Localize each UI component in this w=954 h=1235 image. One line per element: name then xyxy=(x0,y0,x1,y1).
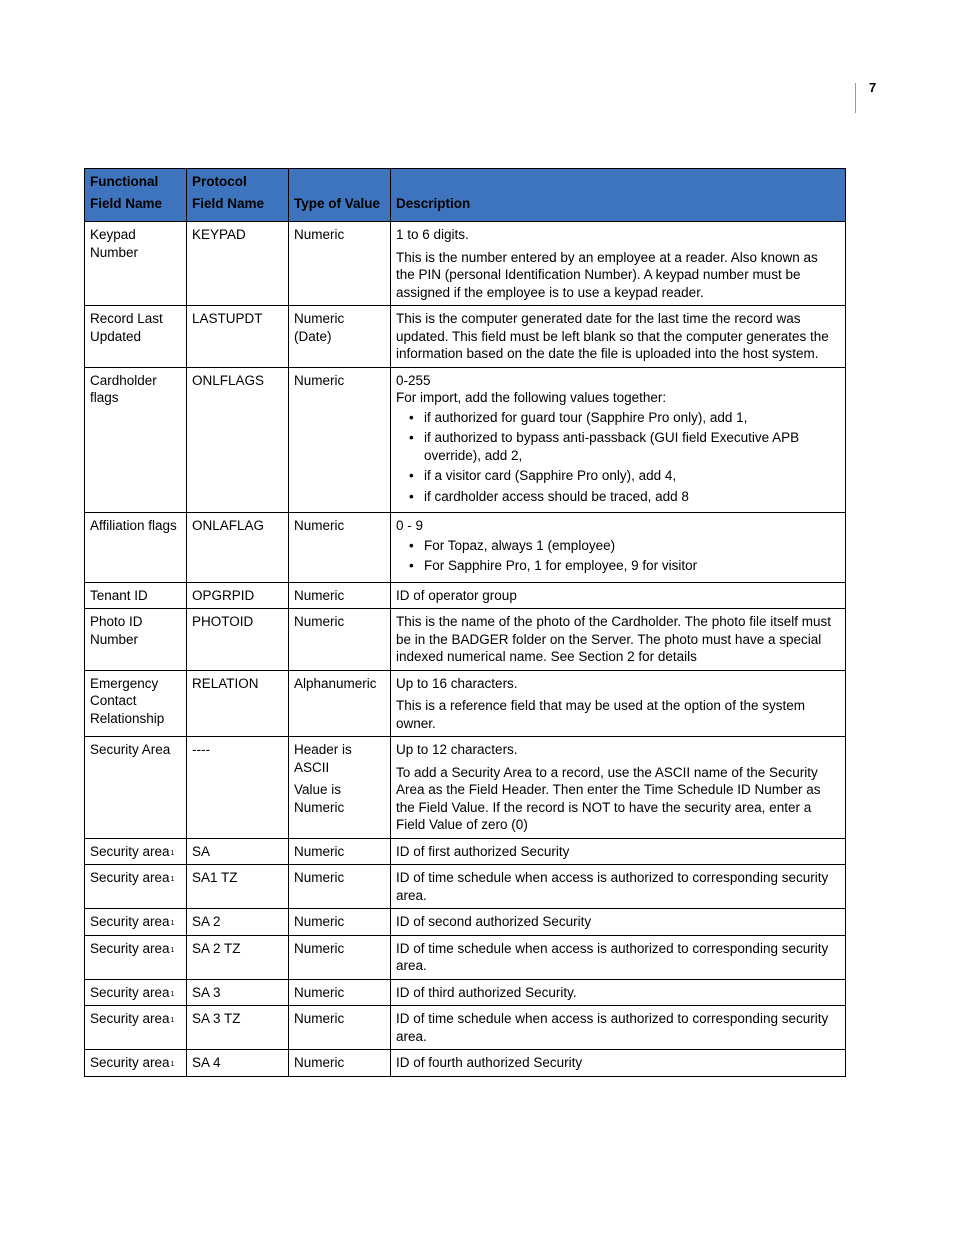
type-of-value-cell: Numeric xyxy=(289,909,391,936)
functional-field-name: Record Last Updated xyxy=(90,311,163,344)
header-type-of-value: Type of Value xyxy=(289,169,391,222)
protocol-field-name: SA 3 xyxy=(187,979,289,1006)
functional-field-name: Security area xyxy=(90,914,170,929)
protocol-field-name: KEYPAD xyxy=(187,222,289,306)
functional-field-name: Cardholder flags xyxy=(90,372,157,405)
description-paragraph: ID of third authorized Security. xyxy=(396,984,577,1000)
table-row xyxy=(85,979,846,1006)
footnote-marker: 1 xyxy=(170,1061,175,1068)
description-paragraph: This is the number entered by an employee at a reader. Also known as the PIN (personal Identification Number). A keypad number must be assigned if the employee is to use a keypad reader. xyxy=(396,249,818,300)
description-paragraph: ID of operator group xyxy=(396,587,517,603)
functional-field-name: Photo ID Number xyxy=(90,614,143,647)
description-cell xyxy=(391,513,846,583)
functional-field-name-cell xyxy=(85,306,187,368)
description-bullet-item: • if authorized to bypass anti-passback (GUI field Executive APB override), add 2, xyxy=(396,429,840,464)
type-of-value-cell: Numeric (Date) xyxy=(289,306,391,368)
footnote-marker: 1 xyxy=(170,920,175,927)
description-cell xyxy=(391,909,846,936)
description-bullet-item: • if authorized for guard tour (Sapphire Pro only), add 1, xyxy=(396,409,840,427)
description-paragraph: This is the name of the photo of the Cardholder. The photo file itself must be in the BADGER folder on the Server. The photo must have a special indexed numerical name. See Section 2 for details xyxy=(396,614,831,664)
header-text: Field Name xyxy=(90,196,163,211)
functional-field-name: Security area xyxy=(90,940,170,956)
table-row xyxy=(85,513,846,583)
functional-field-name-cell xyxy=(85,1006,187,1050)
type-of-value-cell xyxy=(289,737,391,839)
description-cell xyxy=(391,1006,846,1050)
description-bullet-item: • For Topaz, always 1 (employee) xyxy=(396,537,840,555)
description-paragraph: This is a reference field that may be used at the option of the system owner. xyxy=(396,698,805,731)
description-cell xyxy=(391,306,846,368)
description-cell xyxy=(391,737,846,839)
table-row xyxy=(85,222,846,306)
footnote-marker: 1 xyxy=(170,1017,175,1024)
functional-field-name: Emergency Contact Relationship xyxy=(90,675,165,726)
description-bullet-item: • if cardholder access should be traced, add 8 xyxy=(396,488,840,506)
protocol-field-name: ONLAFLAG xyxy=(187,513,289,583)
description-cell xyxy=(391,838,846,865)
header-description: Description xyxy=(391,169,846,222)
protocol-field-name: ONLFLAGS xyxy=(187,367,289,513)
table-row xyxy=(85,1050,846,1077)
protocol-field-name: SA1 TZ xyxy=(187,865,289,909)
description-paragraph: Up to 12 characters. xyxy=(396,742,518,757)
description-paragraph: 0 - 9 xyxy=(396,518,424,533)
description-bullet-list xyxy=(396,537,840,575)
functional-field-name-cell xyxy=(85,737,187,839)
functional-field-name-cell xyxy=(85,865,187,909)
functional-field-name: Security area xyxy=(90,870,170,885)
table-row xyxy=(85,609,846,671)
table-body xyxy=(85,222,846,1077)
description-cell xyxy=(391,979,846,1006)
protocol-field-name: SA 2 xyxy=(187,909,289,936)
footnote-marker: 1 xyxy=(170,990,175,998)
protocol-field-name: SA 2 TZ xyxy=(187,935,289,979)
type-of-value-cell: Numeric xyxy=(289,367,391,513)
description-paragraph: 0-255 xyxy=(396,372,431,388)
table-row xyxy=(85,737,846,839)
type-of-value-cell: Numeric xyxy=(289,513,391,583)
table-row xyxy=(85,935,846,979)
table-row xyxy=(85,306,846,368)
functional-field-name-cell xyxy=(85,979,187,1006)
type-of-value-cell: Numeric xyxy=(289,865,391,909)
functional-field-name-cell xyxy=(85,909,187,936)
description-paragraph: ID of second authorized Security xyxy=(396,914,592,929)
type-of-value-cell: Numeric xyxy=(289,838,391,865)
description-bullet-item: • if a visitor card (Sapphire Pro only), add 4, xyxy=(396,467,840,485)
description-paragraph: Up to 16 characters. xyxy=(396,675,518,691)
functional-field-name-cell xyxy=(85,513,187,583)
protocol-field-name: PHOTOID xyxy=(187,609,289,671)
type-of-value-cell: Numeric xyxy=(289,1050,391,1077)
protocol-field-name: OPGRPID xyxy=(187,582,289,609)
type-of-value-cell: Numeric xyxy=(289,582,391,609)
page-number-rule xyxy=(855,83,856,113)
description-cell xyxy=(391,1050,846,1077)
protocol-field-name: LASTUPDT xyxy=(187,306,289,368)
description-paragraph: This is the computer generated date for the last time the record was updated. This field must be left blank so that the computer generates the information based on the date the file is uploaded into the host system. xyxy=(396,311,829,361)
functional-field-name-cell xyxy=(85,838,187,865)
type-of-value-cell: Alphanumeric xyxy=(289,670,391,737)
table-row xyxy=(85,865,846,909)
functional-field-name: Security area xyxy=(90,1055,170,1070)
type-of-value: Header is ASCII xyxy=(294,742,352,775)
footnote-marker: 1 xyxy=(170,876,175,883)
description-bullet-list xyxy=(396,409,840,506)
functional-field-name: Affiliation flags xyxy=(90,518,177,533)
functional-field-name: Tenant ID xyxy=(90,587,148,603)
description-bullet-item: • For Sapphire Pro, 1 for employee, 9 for visitor xyxy=(396,557,840,575)
type-of-value-cell: Numeric xyxy=(289,979,391,1006)
functional-field-name-cell xyxy=(85,609,187,671)
functional-field-name-cell xyxy=(85,1050,187,1077)
type-of-value: Value is Numeric xyxy=(294,782,345,815)
protocol-field-name: ---- xyxy=(187,737,289,839)
description-cell xyxy=(391,935,846,979)
functional-field-name-cell xyxy=(85,582,187,609)
functional-field-name-cell xyxy=(85,367,187,513)
header-protocol-field-name xyxy=(187,169,289,222)
description-cell xyxy=(391,865,846,909)
description-cell xyxy=(391,582,846,609)
description-cell xyxy=(391,222,846,306)
header-row xyxy=(85,169,846,222)
functional-field-name: Security Area xyxy=(90,742,171,757)
functional-field-name-cell xyxy=(85,222,187,306)
table-row xyxy=(85,670,846,737)
description-cell xyxy=(391,670,846,737)
header-text: Field Name xyxy=(192,196,265,211)
header-text: Functional xyxy=(90,174,159,189)
functional-field-name: Security area xyxy=(90,1011,170,1026)
type-of-value-cell: Numeric xyxy=(289,609,391,671)
functional-field-name: Security area xyxy=(90,984,170,1000)
description-cell xyxy=(391,367,846,513)
description-paragraph: For import, add the following values together: xyxy=(396,390,667,405)
type-of-value-cell: Numeric xyxy=(289,935,391,979)
description-paragraph: ID of time schedule when access is authorized to corresponding security area. xyxy=(396,870,829,903)
table-row xyxy=(85,909,846,936)
description-paragraph: ID of fourth authorized Security xyxy=(396,1055,583,1070)
protocol-field-name: RELATION xyxy=(187,670,289,737)
type-of-value-cell: Numeric xyxy=(289,1006,391,1050)
description-paragraph: ID of time schedule when access is authorized to corresponding security area. xyxy=(396,940,829,973)
table-row xyxy=(85,838,846,865)
description-paragraph: 1 to 6 digits. xyxy=(396,227,469,242)
functional-field-name-cell xyxy=(85,670,187,737)
footnote-marker: 1 xyxy=(170,849,175,857)
header-text: Protocol xyxy=(192,174,247,189)
description-paragraph: To add a Security Area to a record, use the ASCII name of the Security Area as the Field Header. Then enter the Time Schedule ID Number as the Field Value. If the record is NOT to have the security area, enter a Field Value of zero (0) xyxy=(396,764,821,832)
protocol-field-name: SA xyxy=(187,838,289,865)
page-number: 7 xyxy=(869,80,877,95)
functional-field-name-cell xyxy=(85,935,187,979)
functional-field-name: Security area xyxy=(90,843,170,859)
table-header xyxy=(85,169,846,222)
type-of-value-cell: Numeric xyxy=(289,222,391,306)
table-row xyxy=(85,582,846,609)
functional-field-name: Keypad Number xyxy=(90,227,139,260)
field-spec-table xyxy=(84,168,846,1077)
protocol-field-name: SA 4 xyxy=(187,1050,289,1077)
header-functional-field-name xyxy=(85,169,187,222)
description-cell xyxy=(391,609,846,671)
description-paragraph: ID of first authorized Security xyxy=(396,843,570,859)
table-row xyxy=(85,367,846,513)
table-row xyxy=(85,1006,846,1050)
footnote-marker: 1 xyxy=(170,946,175,954)
description-paragraph: ID of time schedule when access is authorized to corresponding security area. xyxy=(396,1011,829,1044)
protocol-field-name: SA 3 TZ xyxy=(187,1006,289,1050)
